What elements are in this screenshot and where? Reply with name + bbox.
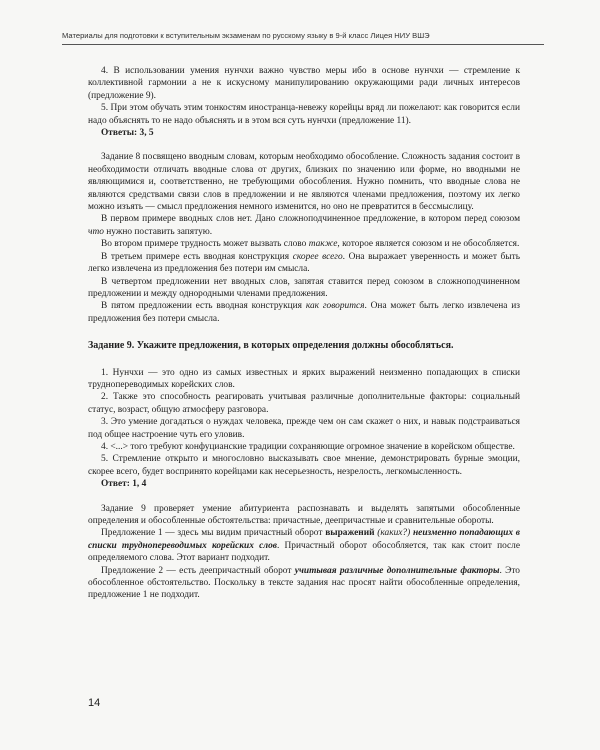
task9-sentence-3: 3. Это умение догадаться о нуждах человека, прежде чем он сам скажет о них, и навык подстраиваться под общее настроение чуть его уловив. [88, 417, 520, 440]
explanation8-paragraph-2: В первом примере вводных слов нет. Дано сложноподчиненное предложение, в котором перед союзом что нужно поставить запятую. [88, 214, 520, 237]
answer-option-5: 5. При этом обучать этим тонкостям иностранца-невежу корейцы вряд ли пожелают: как говорится если надо объяснять то не надо объяснять и в этом вся суть нунчхи (предложение 11). [88, 103, 520, 126]
page-number: 14 [88, 697, 101, 709]
explanation9-paragraph-1: Задание 9 проверяет умение абитуриента распознавать и выделять запятыми обособленные определения и обособленные обстоятельства: причастные, деепричастные и сравнительные обороты. [88, 503, 520, 526]
task9-sentence-1: 1. Нунчхи — это одно из самых известных и ярких выражений неизменно попадающих в списки труднопереводимых корейских слов. [88, 367, 520, 390]
explanation8-paragraph-4: В третьем примере есть вводная конструкция скорее всего. Она выражает уверенность и может быть легко извлечена из предложения без потери им смысла. [88, 251, 520, 275]
task9-sentence-4: 4. <...> того требуют конфуцианские традиции сохраняющие огромное значение в корейском обществе. [101, 441, 515, 452]
answer-key-task8: Ответы: 3, 5 [101, 128, 154, 139]
task9-sentence-5: 5. Стремление открыто и многословно высказывать свое мнение, демонстрировать бурные эмоции, скорее всего, будет воспринято корейцами как несерьезность, незрелость, легкомысленность. [88, 454, 520, 477]
page-body [88, 65, 520, 602]
task9-heading: Задание 9. Укажите предложения, в которых определения должны обособляться. [88, 340, 454, 352]
explanation8-paragraph-5: В четвертом предложении нет вводных слов, запятая ставится перед союзом в сложноподчиненном предложении и между однородными членами предложения. [88, 276, 520, 299]
explanation8-paragraph-3: Во втором примере трудность может вызвать слово также, которое является союзом и не обособляется. [101, 239, 520, 250]
explanation8-paragraph-6: В пятом предложении есть вводная конструкция как говорится. Она может быть легко извлечена из предложения без потери смысла. [88, 301, 520, 324]
answer-option-4: 4. В использовании умения нунчхи важно чувство меры ибо в основе нунчхи — стремление к коллективной гармонии а не к искусному манипулированию окружающими ради личных интересов (предложение 9). [88, 66, 520, 101]
explanation9-paragraph-2: Предложение 1 — здесь мы видим причастный оборот выражений (каких?) неизменно попадающих в списки труднопереводимых корейских слов. Причастный оборот обособляется, так как стоит после определяемого слова. Этот вариант подходит. [88, 528, 521, 564]
explanation9-paragraph-3: Предложение 2 — есть деепричастный оборот учитывая различные дополнительные факторы. Это обособленное обстоятельство. Поскольку в тексте задания нас просят найти обособленные определения, предложение 1 не подходит. [88, 565, 520, 601]
task9-sentence-2: 2. Также это способность реагировать учитывая различные дополнительные факторы: социальный статус, возраст, общую атмосферу разговора. [88, 392, 520, 415]
running-header: Материалы для подготовки к вступительным экзаменам по русскому языку в 9-й класс Лицея НИУ ВШЭ [62, 31, 430, 40]
answer-key-task9: Ответ: 1, 4 [101, 479, 147, 490]
explanation8-paragraph-1: Задание 8 посвящено вводным словам, которым необходимо обособление. Сложность задания состоит в необходимости отличать вводные слова от других, близких по значению или форме, но вводными не являющимися и, соответственно, не требующими обособления. Нужно помнить, что вводные слова не являются средствами связи слов в предложении и не являются членами предложения, поэтому их легко можно изъять — смысл предложения немного изменится, но оно не превратится в бессмыслицу. [88, 152, 520, 213]
header-divider [62, 44, 544, 45]
